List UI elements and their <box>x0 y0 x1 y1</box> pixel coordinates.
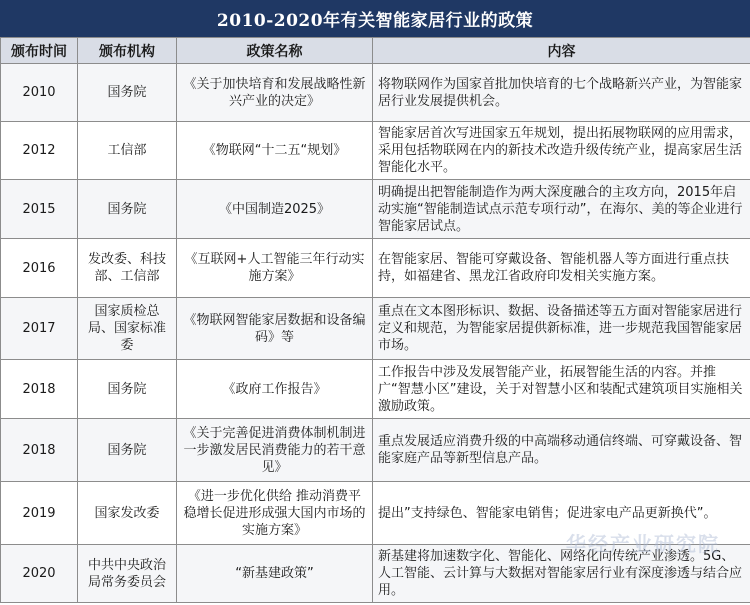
cell-agency: 国务院 <box>78 419 177 482</box>
table-row <box>1 239 750 298</box>
cell-agency: 国务院 <box>78 360 177 419</box>
table-row <box>1 298 750 360</box>
policy-table <box>0 37 750 603</box>
cell-content: 明确提出把智能制造作为两大深度融合的主攻方向，2015年启动实施“智能制造试点示范专项行动”，在海尔、美的等企业进行智能家居试点。 <box>373 180 750 239</box>
table-row <box>1 122 750 180</box>
cell-year: 2017 <box>1 298 78 360</box>
table-row <box>1 360 750 419</box>
cell-year: 2016 <box>1 239 78 298</box>
table-row <box>1 180 750 239</box>
cell-content: 在智能家居、智能可穿戴设备、智能机器人等方面进行重点扶持，如福建省、黑龙江省政府印发相关实施方案。 <box>373 239 750 298</box>
cell-agency: 工信部 <box>78 122 177 180</box>
cell-policy-name: 《物联网“十二五“规划》 <box>177 122 373 180</box>
header-agency: 颁布机构 <box>78 38 177 64</box>
header-policy-name: 政策名称 <box>177 38 373 64</box>
cell-content: 新基建将加速数字化、智能化、网络化向传统产业渗透。5G、人工智能、云计算与大数据对智能家居行业有深度渗透与结合应用。 <box>373 545 750 603</box>
cell-policy-name: 《互联网+人工智能三年行动实施方案》 <box>177 239 373 298</box>
table-header-row <box>1 38 750 64</box>
watermark: 华经产业研究院 <box>566 532 720 556</box>
cell-content: 提出”支持绿色、智能家电销售；促进家电产品更新换代”。 <box>373 482 750 545</box>
cell-content: 重点发展适应消费升级的中高端移动通信终端、可穿戴设备、智能家庭产品等新型信息产品。 <box>373 419 750 482</box>
cell-agency: 国家发改委 <box>78 482 177 545</box>
cell-policy-name: 《政府工作报告》 <box>177 360 373 419</box>
cell-policy-name: 《关于完善促进消费体制机制进一步激发居民消费能力的若干意见》 <box>177 419 373 482</box>
cell-agency: 国务院 <box>78 64 177 122</box>
cell-year: 2019 <box>1 482 78 545</box>
header-content: 内容 <box>373 38 750 64</box>
table-row <box>1 419 750 482</box>
cell-content: 智能家居首次写进国家五年规划，提出拓展物联网的应用需求，采用包括物联网在内的新技术改造升级传统产业，提高家居生活智能化水平。 <box>373 122 750 180</box>
cell-policy-name: 《中国制造2025》 <box>177 180 373 239</box>
cell-policy-name: “新基建政策” <box>177 545 373 603</box>
cell-policy-name: 《进一步优化供给 推动消费平稳增长促进形成强大国内市场的实施方案》 <box>177 482 373 545</box>
table-row <box>1 482 750 545</box>
cell-year: 2018 <box>1 419 78 482</box>
cell-content: 工作报告中涉及发展智能产业，拓展智能生活的内容。并推广“智慧小区”建设，关于对智慧小区和装配式建筑项目实施相关激励政策。 <box>373 360 750 419</box>
cell-policy-name: 《关于加快培育和发展战略性新兴产业的决定》 <box>177 64 373 122</box>
cell-policy-name: 《物联网智能家居数据和设备编码》等 <box>177 298 373 360</box>
cell-year: 2018 <box>1 360 78 419</box>
cell-agency: 发改委、科技部、工信部 <box>78 239 177 298</box>
cell-agency: 中共中央政治局常务委员会 <box>78 545 177 603</box>
cell-agency: 国务院 <box>78 180 177 239</box>
cell-content: 将物联网作为国家首批加快培育的七个战略新兴产业，为智能家居行业发展提供机会。 <box>373 64 750 122</box>
table-row <box>1 64 750 122</box>
header-year: 颁布时间 <box>1 38 78 64</box>
cell-agency: 国家质检总局、国家标准委 <box>78 298 177 360</box>
cell-year: 2015 <box>1 180 78 239</box>
cell-year: 2020 <box>1 545 78 603</box>
table-title: 2010-2020年有关智能家居行业的政策 <box>0 0 750 37</box>
table-row <box>1 545 750 603</box>
cell-year: 2010 <box>1 64 78 122</box>
cell-year: 2012 <box>1 122 78 180</box>
cell-content: 重点在文本图形标识、数据、设备描述等五方面对智能家居进行定义和规范，为智能家居提供新标准，进一步规范我国智能家居市场。 <box>373 298 750 360</box>
